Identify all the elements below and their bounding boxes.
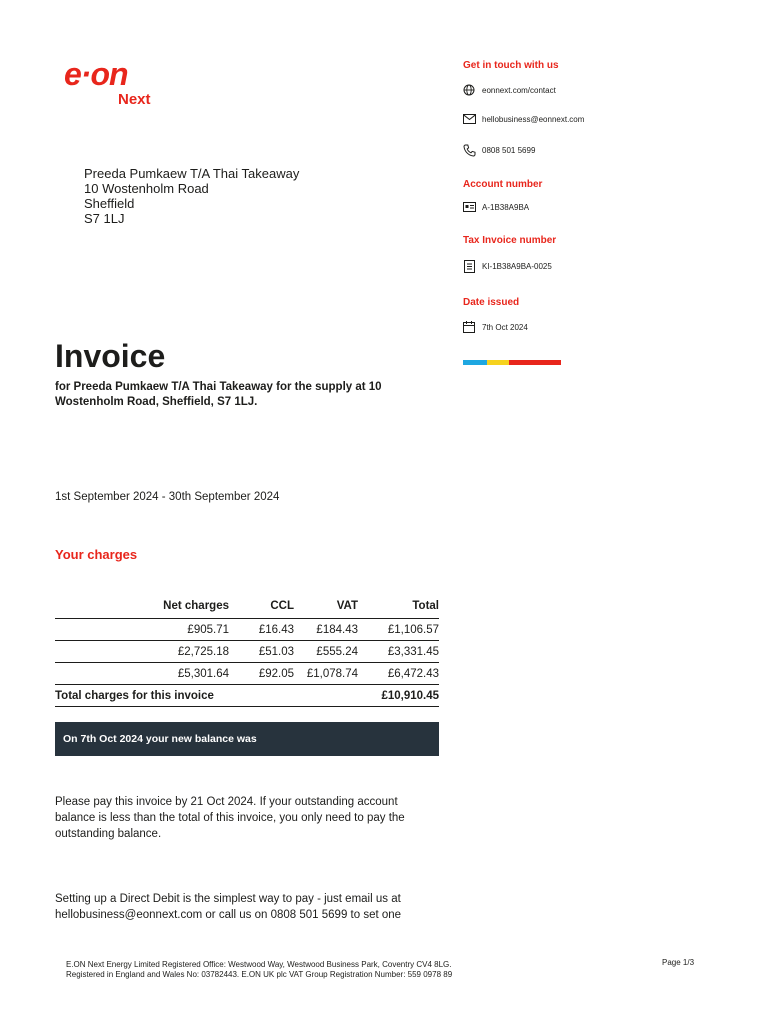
phone-icon [462,143,476,157]
table-cell: £2,725.18 [55,641,229,663]
invoice-title: Invoice [55,338,166,374]
brand-bar-red [509,360,561,365]
address-line: 10 Wostenholm Road [84,181,209,196]
mail-icon [462,112,476,126]
id-card-icon [462,200,476,214]
table-cell: £92.05 [229,663,294,685]
table-cell: £3,331.45 [358,641,439,663]
brand-bar-yellow [487,360,509,365]
table-row [55,619,439,641]
table-cell: £6,472.43 [358,663,439,685]
date-issued-heading: Date issued [463,297,520,308]
address-line: Sheffield [84,196,135,211]
date-issued-row [462,320,528,334]
account-heading: Account number [463,179,543,190]
tax-invoice-heading: Tax Invoice number [463,235,557,246]
balance-text: On 7th Oct 2024 your new balance was [63,733,257,745]
col-header: CCL [229,596,294,619]
address-line: Preeda Pumkaew T/A Thai Takeaway [84,166,300,181]
brand-bar-blue [463,360,487,365]
table-row [55,641,439,663]
col-header: VAT [294,596,358,619]
total-label: Total charges for this invoice [55,685,358,707]
eon-next-logo [64,58,174,110]
total-value: £10,910.45 [358,685,439,707]
table-header-row [55,596,439,619]
date-issued-value: 7th Oct 2024 [482,322,528,332]
contact-heading: Get in touch with us [463,60,559,71]
charges-heading: Your charges [55,547,138,562]
billing-period: 1st September 2024 - 30th September 2024 [55,491,280,503]
globe-icon [462,83,476,97]
table-cell: £5,301.64 [55,663,229,685]
contact-website[interactable]: eonnext.com/contact [482,85,556,95]
contact-phone[interactable]: 0808 501 5699 [482,145,536,155]
table-cell: £184.43 [294,619,358,641]
contact-email-row[interactable] [462,112,584,126]
direct-debit-info: Setting up a Direct Debit is the simplest way to pay - just email us at hellobusiness@eonnext.com or call us on 0808 501 5699 to set one [55,893,402,921]
brand-color-bar [463,360,561,365]
contact-phone-row[interactable] [462,143,535,157]
table-cell: £1,078.74 [294,663,358,685]
table-cell: £905.71 [55,619,229,641]
total-row [55,685,439,707]
table-cell: £16.43 [229,619,294,641]
contact-email[interactable]: hellobusiness@eonnext.com [482,114,585,124]
calendar-icon [462,320,476,334]
contact-website-row[interactable] [462,83,556,97]
charges-table [55,596,439,707]
tax-invoice-number: KI-1B38A9BA-0025 [482,261,552,271]
invoice-subtitle: for Preeda Pumkaew T/A Thai Takeaway for the supply at 10 Wostenholm Road, Sheffield, S7 1LJ. [55,381,382,408]
balance-banner [55,722,439,756]
col-header: Net charges [55,596,229,619]
customer-address [84,166,299,226]
document-icon [462,259,476,273]
address-line: S7 1LJ [84,211,125,226]
footer-line: E.ON Next Energy Limited Registered Office: Westwood Way, Westwood Business Park, Coventry CV4 8LG. [66,960,452,969]
footer-line: Registered in England and Wales No: 03782443. E.ON UK plc VAT Group Registration Number: 559 0978 89 [66,970,453,979]
table-cell: £555.24 [294,641,358,663]
account-number: A-1B38A9BA [482,202,530,212]
logo-brand: e·on [64,56,128,92]
tax-invoice-row [462,259,552,273]
footer [66,960,452,980]
col-header: Total [358,596,439,619]
table-row [55,663,439,685]
payment-instructions: Please pay this invoice by 21 Oct 2024. If your outstanding account balance is less than the total of this invoice, you only need to pay the outstanding balance. [55,796,405,840]
page-number: Page 1/3 [662,958,695,967]
logo-sub: Next [118,91,151,108]
account-row [462,200,529,214]
table-cell: £1,106.57 [358,619,439,641]
table-cell: £51.03 [229,641,294,663]
